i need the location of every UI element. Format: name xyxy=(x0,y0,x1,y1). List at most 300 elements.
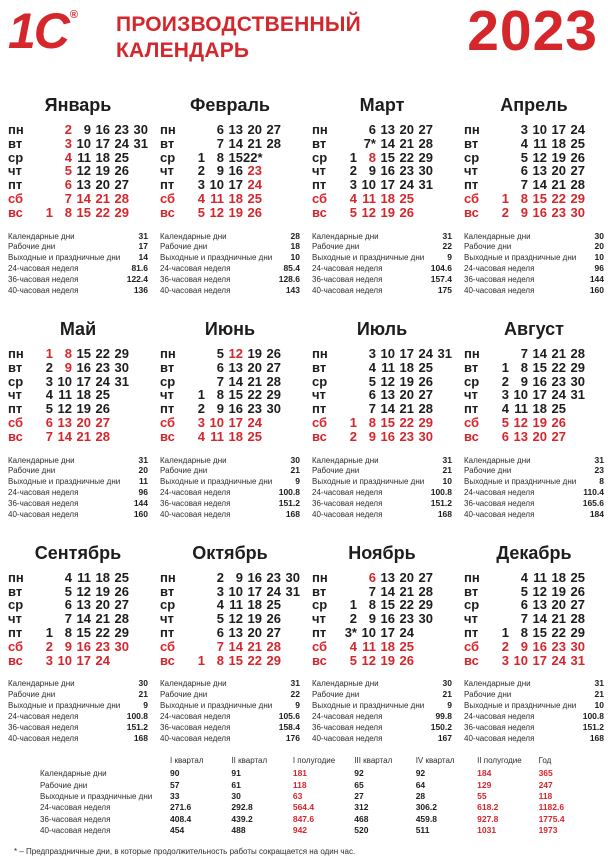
date-cell: 16 xyxy=(228,163,243,179)
stat-row xyxy=(8,509,148,520)
weekday-row-сб xyxy=(160,415,300,429)
date-cell: 26 xyxy=(266,345,281,361)
stat-row xyxy=(312,476,452,487)
date-cell-holiday: 6 xyxy=(45,414,53,430)
date-cell: 13 xyxy=(228,625,243,641)
weekday-row-сб xyxy=(464,415,604,429)
date-cell-holiday: 11 xyxy=(362,190,376,206)
date-cell: 17 xyxy=(247,583,262,599)
date-cell: 5 xyxy=(216,611,224,627)
date-cell-holiday: 26 xyxy=(247,204,262,220)
date-cell: 31 xyxy=(418,177,433,193)
weekday-row-сб xyxy=(8,191,148,205)
date-cell: 28 xyxy=(266,373,281,389)
date-cell: 3 xyxy=(501,387,509,403)
date-cell: 22 xyxy=(399,149,414,165)
date-cell: 26 xyxy=(95,401,110,417)
weekday-label: ср xyxy=(464,373,480,389)
summary-column-header: I квартал xyxy=(170,755,204,765)
summary-value: 247 xyxy=(538,779,553,790)
date-cell: 18 xyxy=(247,597,262,613)
weekday-row-чт xyxy=(312,611,452,625)
stat-row xyxy=(464,733,604,744)
summary-value: 292.8 xyxy=(231,802,253,813)
date-cell-holiday: 26 xyxy=(551,414,566,430)
stat-label: 40-часовая неделя xyxy=(464,286,535,296)
month-february xyxy=(160,96,300,296)
stat-row xyxy=(312,285,452,296)
date-cell: 23 xyxy=(247,401,262,417)
stat-label: 24-часовая неделя xyxy=(160,488,231,498)
weekday-row-ср xyxy=(312,374,452,388)
weekday-row-сб xyxy=(464,191,604,205)
summary-row xyxy=(40,791,600,802)
date-cell: 4 xyxy=(520,569,528,585)
date-cell: 3 xyxy=(197,177,205,193)
date-cell-holiday: 8 xyxy=(64,345,72,361)
stat-row xyxy=(8,487,148,498)
stat-value: 151.2 xyxy=(430,498,452,509)
weekday-row-чт xyxy=(464,387,604,401)
weekday-row-вс xyxy=(464,205,604,219)
date-cell: 7 xyxy=(368,583,376,599)
stat-row xyxy=(464,285,604,296)
date-cell: 17 xyxy=(228,177,243,193)
date-cell-holiday: 3 xyxy=(197,414,205,430)
date-cell-holiday: 9 xyxy=(64,638,72,654)
date-cell-holiday: 1 xyxy=(197,652,205,668)
date-cell-holiday: 29 xyxy=(114,204,129,220)
date-cell: 18 xyxy=(95,569,110,585)
weekday-row-вс xyxy=(312,205,452,219)
date-cell: 23 xyxy=(266,569,281,585)
summary-value: 92 xyxy=(354,768,364,779)
date-cell: 21 xyxy=(247,373,262,389)
date-cell: 1 xyxy=(45,625,53,641)
date-cell-holiday: 21 xyxy=(95,190,110,206)
stat-value: 9 xyxy=(295,700,300,711)
date-cell: 18 xyxy=(76,387,91,403)
date-cell: 23 xyxy=(551,373,566,389)
stat-value: 28 xyxy=(290,230,300,241)
date-cell-holiday: 19 xyxy=(380,652,395,668)
stat-label: 24-часовая неделя xyxy=(312,488,383,498)
date-cell: 12 xyxy=(76,583,91,599)
stat-label: 36-часовая неделя xyxy=(312,499,383,509)
date-cell: 31 xyxy=(437,345,452,361)
date-cell: 6 xyxy=(368,387,376,403)
weekday-row-вс xyxy=(312,429,452,443)
stat-label: Календарные дни xyxy=(312,231,379,241)
date-cell: 27 xyxy=(266,359,281,375)
stat-label: Календарные дни xyxy=(8,455,75,465)
date-cell: 5 xyxy=(520,583,528,599)
date-cell-holiday: 10 xyxy=(57,652,72,668)
weekday-label: сб xyxy=(464,414,480,430)
date-cell: 14 xyxy=(228,135,243,151)
date-cell: 10 xyxy=(513,387,528,403)
date-cell-holiday: 12 xyxy=(209,204,224,220)
date-cell-holiday: 23 xyxy=(551,638,566,654)
weekday-row-пт xyxy=(160,177,300,191)
date-cell: 23 xyxy=(114,122,129,137)
date-cell: 27 xyxy=(114,177,129,193)
date-cell: 15 xyxy=(228,149,243,165)
stat-label: Календарные дни xyxy=(464,231,531,241)
date-cell: 22 xyxy=(551,625,566,641)
stat-value: 31 xyxy=(138,230,148,241)
date-cell: 15 xyxy=(76,625,91,641)
month-july xyxy=(312,320,452,520)
date-cell: 8 xyxy=(216,149,224,165)
date-cell-holiday: 9 xyxy=(520,638,528,654)
month-stats-august xyxy=(464,455,604,520)
title-line-1: ПРОИЗВОДСТВЕННЫЙ xyxy=(116,13,361,36)
date-cell-holiday: 19 xyxy=(228,204,243,220)
date-cell-holiday: 22 xyxy=(551,190,566,206)
weekday-label: чт xyxy=(8,611,22,627)
stat-row xyxy=(8,263,148,274)
date-cell-holiday: 17 xyxy=(76,652,91,668)
weekday-row-чт xyxy=(160,163,300,177)
date-cell: 20 xyxy=(247,122,262,137)
weekday-row-пт xyxy=(312,625,452,639)
stat-label: 36-часовая неделя xyxy=(8,722,79,732)
weekday-row-вт xyxy=(464,360,604,374)
stat-value: 144 xyxy=(589,274,604,285)
weekday-row-сб xyxy=(312,639,452,653)
date-cell-holiday: 11 xyxy=(210,428,224,444)
date-cell: 11 xyxy=(77,569,91,585)
weekday-label: пт xyxy=(464,401,479,417)
stat-value: 8 xyxy=(599,476,604,487)
stat-value: 175 xyxy=(437,285,452,296)
weekday-label: вс xyxy=(160,652,175,668)
stat-value: 17 xyxy=(138,241,148,252)
weekday-label: ср xyxy=(464,149,480,165)
summary-value: 90 xyxy=(170,768,180,779)
weekday-label: ср xyxy=(8,597,24,613)
stat-value: 31 xyxy=(290,678,300,689)
date-cell: 6 xyxy=(64,597,72,613)
date-cell-holiday: 24 xyxy=(247,414,262,430)
date-cell: 2 xyxy=(501,373,509,389)
stat-label: 24-часовая неделя xyxy=(312,264,383,274)
weekday-row-чт xyxy=(312,163,452,177)
stat-label: Календарные дни xyxy=(8,231,75,241)
date-cell: 30 xyxy=(266,401,281,417)
month-title-december: Декабрь xyxy=(496,542,572,563)
stat-row xyxy=(464,689,604,700)
date-cell-holiday: 23 xyxy=(399,428,414,444)
weekday-row-пн xyxy=(464,570,604,584)
stat-label: Рабочие дни xyxy=(312,242,360,252)
stat-value: 20 xyxy=(138,465,148,476)
weekday-row-вт xyxy=(464,584,604,598)
summary-value: 55 xyxy=(477,790,487,801)
month-october xyxy=(160,544,300,744)
weekday-label: вт xyxy=(8,359,23,375)
stat-row xyxy=(160,487,300,498)
date-cell: 21 xyxy=(551,345,566,361)
date-cell: 15 xyxy=(76,345,91,361)
stat-value: 122.4 xyxy=(126,274,148,285)
date-cell: 12 xyxy=(532,583,547,599)
date-cell: 6 xyxy=(520,163,528,179)
weekday-row-вт xyxy=(8,136,148,150)
date-cell: 11 xyxy=(77,149,91,165)
date-cell: 25 xyxy=(551,401,566,417)
date-cell: 19 xyxy=(551,149,566,165)
weekday-label: сб xyxy=(464,190,480,206)
date-cell: 18 xyxy=(551,135,566,151)
date-cell: 13 xyxy=(228,122,243,137)
stat-label: Календарные дни xyxy=(160,231,227,241)
date-cell-holiday: 4 xyxy=(349,638,357,654)
date-cell: 16 xyxy=(532,373,547,389)
weekday-label: пт xyxy=(160,177,175,193)
stat-value: 100.8 xyxy=(278,487,300,498)
date-cell: 18 xyxy=(532,401,547,417)
stat-value: 30 xyxy=(442,678,452,689)
stat-row xyxy=(464,252,604,263)
stat-row xyxy=(464,455,604,466)
date-cell-holiday: 31 xyxy=(570,652,585,668)
date-cell-holiday: 25 xyxy=(399,190,414,206)
weekday-label: пт xyxy=(8,177,23,193)
date-cell: 8 xyxy=(520,625,528,641)
stat-label: 36-часовая неделя xyxy=(464,722,535,732)
month-stats-december xyxy=(464,678,604,743)
summary-value: 365 xyxy=(538,768,553,779)
weekday-label: вт xyxy=(312,135,327,151)
date-cell: 20 xyxy=(551,597,566,613)
stat-value: 31 xyxy=(594,678,604,689)
summary-row xyxy=(40,768,600,779)
date-cell: 26 xyxy=(570,583,585,599)
date-cell: 18 xyxy=(399,359,414,375)
date-cell: 17 xyxy=(95,135,110,151)
date-cell-holiday: 11 xyxy=(362,638,376,654)
stat-label: Календарные дни xyxy=(312,455,379,465)
stat-label: Рабочие дни xyxy=(312,690,360,700)
month-stats-june xyxy=(160,455,300,520)
date-cell: 9 xyxy=(520,373,528,389)
logo-1c xyxy=(8,3,79,59)
stat-value: 11 xyxy=(139,476,148,487)
date-cell: 5 xyxy=(64,583,72,599)
weekday-label: сб xyxy=(8,190,24,206)
stat-row xyxy=(160,455,300,466)
date-cell: 4 xyxy=(520,135,528,151)
weekday-label: чт xyxy=(312,611,326,627)
date-cell: 11 xyxy=(58,387,72,403)
date-cell-holiday: 23 xyxy=(95,638,110,654)
stat-value: 168 xyxy=(437,508,452,519)
stat-row xyxy=(160,733,300,744)
month-december xyxy=(464,544,604,744)
stat-row xyxy=(312,231,452,242)
weekday-label: пн xyxy=(312,122,328,137)
date-cell: 8 xyxy=(520,359,528,375)
summary-value: 459.8 xyxy=(415,813,437,824)
date-cell: 1 xyxy=(349,597,357,613)
date-cell: 10 xyxy=(76,135,91,151)
summary-value: 564.4 xyxy=(292,802,315,813)
stat-label: 24-часовая неделя xyxy=(160,712,231,722)
date-cell-holiday: 18 xyxy=(380,638,395,654)
date-cell: 12 xyxy=(532,149,547,165)
weekday-label: чт xyxy=(464,611,478,627)
date-cell-holiday: 25 xyxy=(247,190,262,206)
date-cell: 3 xyxy=(520,122,528,137)
summary-value: 271.6 xyxy=(170,802,192,813)
stat-value: 23 xyxy=(594,465,604,476)
summary-row-label: Рабочие дни xyxy=(40,780,88,790)
month-title-october: Октябрь xyxy=(192,542,268,563)
date-cell: 25 xyxy=(114,149,129,165)
date-cell: 6 xyxy=(216,625,224,641)
date-cell: 26 xyxy=(114,583,129,599)
date-cell: 3* xyxy=(344,625,357,641)
stat-label: Выходные и праздничные дни xyxy=(160,253,273,263)
date-cell: 1 xyxy=(349,149,357,165)
stat-row xyxy=(8,498,148,509)
summary-header-row xyxy=(40,756,600,767)
date-cell-holiday: 24 xyxy=(247,177,262,193)
stat-value: 151.2 xyxy=(582,721,604,732)
footnote: * – Предпраздничные дни, в которые продолжительность работы сокращается на один час. xyxy=(14,846,356,856)
date-cell: 6 xyxy=(216,359,224,375)
date-cell: 20 xyxy=(247,359,262,375)
weekday-row-ср xyxy=(312,150,452,164)
weekday-label: чт xyxy=(8,163,22,179)
weekday-label: вс xyxy=(312,204,327,220)
summary-value: 33 xyxy=(170,790,180,801)
date-cell: 15 xyxy=(532,625,547,641)
date-cell: 15 xyxy=(532,359,547,375)
stat-value: 31 xyxy=(138,454,148,465)
date-cell-holiday: 1 xyxy=(45,204,53,220)
stat-label: 40-часовая неделя xyxy=(160,509,231,519)
stat-row xyxy=(464,465,604,476)
summary-row xyxy=(40,825,600,836)
weekday-row-пн xyxy=(464,346,604,360)
weekday-row-сб xyxy=(8,639,148,653)
date-cell: 31 xyxy=(570,387,585,403)
summary-value: 65 xyxy=(354,779,364,790)
date-cell-holiday: 1 xyxy=(349,414,357,430)
weekday-label: ср xyxy=(312,149,328,165)
weekday-label: вт xyxy=(160,583,175,599)
stat-row xyxy=(312,241,452,252)
date-cell-holiday: 26 xyxy=(399,652,414,668)
weekday-label: вт xyxy=(8,583,23,599)
title-line-2: КАЛЕНДАРЬ xyxy=(116,38,250,62)
date-cell: 7 xyxy=(216,373,224,389)
date-cell: 19 xyxy=(551,583,566,599)
summary-column-header: IV квартал xyxy=(415,755,455,765)
stat-label: Календарные дни xyxy=(312,679,379,689)
date-cell: 11 xyxy=(533,569,547,585)
date-cell-holiday: 8 xyxy=(368,414,376,430)
weekday-row-пт xyxy=(464,625,604,639)
weekday-row-ср xyxy=(8,374,148,388)
stat-value: 136 xyxy=(133,285,148,296)
stat-label: 40-часовая неделя xyxy=(312,286,383,296)
date-cell-holiday: 16 xyxy=(532,638,547,654)
stat-label: Выходные и праздничные дни xyxy=(8,253,121,263)
weekday-label: вс xyxy=(464,652,479,668)
date-cell: 28 xyxy=(114,611,129,627)
weekday-row-вс xyxy=(464,429,604,443)
stat-row xyxy=(8,274,148,285)
stat-value: 96 xyxy=(138,487,148,498)
stat-value: 31 xyxy=(442,230,452,241)
month-stats-november xyxy=(312,678,452,743)
stat-value: 9 xyxy=(143,700,148,711)
date-cell: 15 xyxy=(380,149,395,165)
summary-value: 129 xyxy=(477,779,492,790)
date-cell-holiday: 8 xyxy=(368,149,376,165)
date-cell-holiday: 16 xyxy=(380,428,395,444)
date-cell: 25 xyxy=(95,387,110,403)
month-title-august: Август xyxy=(504,318,564,339)
weekday-row-вс xyxy=(312,653,452,667)
weekday-label: вс xyxy=(464,428,479,444)
date-cell: 15 xyxy=(228,387,243,403)
date-cell: 3 xyxy=(216,583,224,599)
stat-label: Рабочие дни xyxy=(160,466,208,476)
stat-value: 150.2 xyxy=(430,721,452,732)
header xyxy=(0,0,608,62)
stat-row xyxy=(464,711,604,722)
stat-value: 22 xyxy=(290,689,300,700)
date-cell-holiday: 27 xyxy=(95,414,110,430)
weekday-row-пт xyxy=(8,625,148,639)
summary-row xyxy=(40,814,600,825)
date-cell: 30 xyxy=(114,359,129,375)
weekday-label: пн xyxy=(312,569,328,585)
date-cell-holiday: 12 xyxy=(361,652,376,668)
stat-row xyxy=(464,509,604,520)
weekday-label: чт xyxy=(312,163,326,179)
date-cell-holiday: 11 xyxy=(210,190,224,206)
date-cell: 29 xyxy=(570,625,585,641)
weekday-label: чт xyxy=(464,387,478,403)
month-title-march: Март xyxy=(359,95,405,115)
date-cell: 6 xyxy=(520,597,528,613)
stat-label: Выходные и праздничные дни xyxy=(8,701,121,711)
weekday-label: вс xyxy=(464,204,479,220)
date-cell: 3 xyxy=(368,345,376,361)
weekday-row-вт xyxy=(312,136,452,150)
weekday-label: пт xyxy=(8,625,23,641)
stat-row xyxy=(464,231,604,242)
date-cell: 14 xyxy=(532,345,547,361)
date-cell-holiday: 12 xyxy=(361,204,376,220)
stat-row xyxy=(312,252,452,263)
weekday-label: пт xyxy=(464,177,479,193)
date-cell-holiday: 28 xyxy=(95,428,110,444)
date-cell: 21 xyxy=(399,401,414,417)
weekday-row-ср xyxy=(8,597,148,611)
date-cell: 17 xyxy=(380,625,395,641)
stat-label: Календарные дни xyxy=(160,455,227,465)
date-cell: 13 xyxy=(380,387,395,403)
date-cell: 2 xyxy=(45,359,53,375)
weekday-row-вс xyxy=(464,653,604,667)
